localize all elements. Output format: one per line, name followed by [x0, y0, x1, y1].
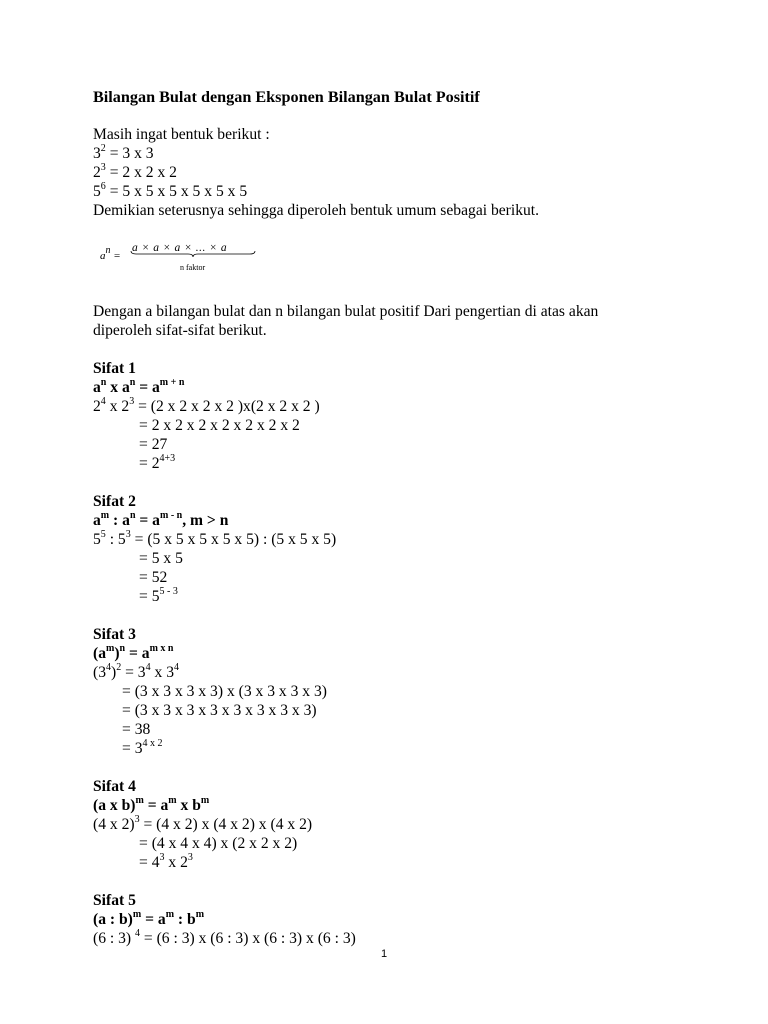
example-line: $3^2 = 3$ x 3 — [93, 142, 154, 162]
rule-formula: $(a^m)^n = a^{m x n}$ — [93, 642, 174, 662]
step-line: = 27 — [139, 436, 168, 453]
sifat-1-section — [93, 359, 713, 473]
section-heading: Sifat 3 — [93, 626, 136, 643]
general-formula — [97, 237, 713, 281]
example-line: $5^5$ : $5^3 = (5$ x 5 x 5 x 5 x 5) : (5 x 5 x 5) — [93, 528, 337, 548]
section-heading: Sifat 2 — [93, 493, 136, 510]
intro-section — [93, 125, 713, 220]
rule-formula: (a x $b)^m = a^m$ x $b^m$ — [93, 794, 210, 814]
example-line: $(3^4)^2 = 3^4$ x $3^4$ — [93, 661, 179, 681]
step-line: = 38 — [122, 721, 151, 738]
step-line: = 52 — [139, 569, 168, 586]
example-line: $2^3 = 2$ x 2 x 2 — [93, 161, 177, 181]
section-heading: Sifat 5 — [93, 892, 136, 909]
step-line: = 5 x 5 — [139, 550, 183, 567]
example-line: (6 : 3) $^4$ = (6 : 3) x (6 : 3) x (6 : 3) x (6 : 3) — [93, 927, 356, 947]
step-line: = (3 x 3 x 3 x 3 x 3 x 3 x 3 x 3) — [122, 702, 317, 719]
step-line: = $2^{4+3}$ — [139, 452, 176, 472]
page-title: Bilangan Bulat dengan Eksponen Bilangan Bulat Positif — [93, 88, 480, 106]
sifat-3-section — [93, 625, 713, 758]
step-line: = (4 x 4 x 4) x (2 x 2 x 2) — [139, 835, 298, 852]
step-line: = $3^{4 x 2}$ — [122, 737, 163, 757]
paragraph-line: Dengan a bilangan bulat dan n bilangan bulat positif Dari pengertian di atas akan — [93, 303, 599, 320]
rule-formula: $a^m$ : $a^n = a^{m - n}$, m > n — [93, 509, 229, 529]
step-line: = $5^{5 - 3}$ — [139, 585, 178, 605]
formula-lhs: $a^n$ = — [100, 245, 121, 262]
step-line: = 2 x 2 x 2 x 2 x 2 x 2 x 2 — [139, 417, 300, 434]
sifat-5-section — [93, 891, 713, 948]
sifat-2-section — [93, 492, 713, 606]
example-line: $2^4$ x $2^3 = (2$ x 2 x 2 x 2 )x(2 x 2 x 2 ) — [93, 395, 320, 415]
example-line: $5^6 = 5$ x 5 x 5 x 5 x 5 x 5 — [93, 180, 248, 200]
intro-lead: Masih ingat bentuk berikut : — [93, 126, 270, 143]
formula-note: n faktor — [180, 263, 206, 272]
intro-outro: Demikian seterusnya sehingga diperoleh bentuk umum sebagai berikut. — [93, 202, 540, 219]
document-body — [93, 88, 713, 948]
section-heading: Sifat 1 — [93, 360, 136, 377]
example-line: (4 x 2)$^3$ = (4 x 2) x (4 x 2) x (4 x 2) — [93, 813, 313, 833]
rule-formula: $a^n$ x $a^n = a^{m + n}$ — [93, 376, 185, 396]
step-line: = (3 x 3 x 3 x 3) x (3 x 3 x 3 x 3) — [122, 683, 327, 700]
rule-formula: (a : $b)^m = a^m$ : $b^m$ — [93, 908, 205, 928]
page-number: 1 — [380, 948, 388, 960]
sifat-4-section — [93, 777, 713, 872]
section-heading: Sifat 4 — [93, 778, 136, 795]
step-line: = $4^3$ x $2^3$ — [139, 851, 193, 871]
formula-rhs: a × a × a × ... × a — [132, 242, 228, 254]
underbrace-icon — [130, 251, 256, 257]
paragraph-line: diperoleh sifat-sifat berikut. — [93, 322, 267, 339]
